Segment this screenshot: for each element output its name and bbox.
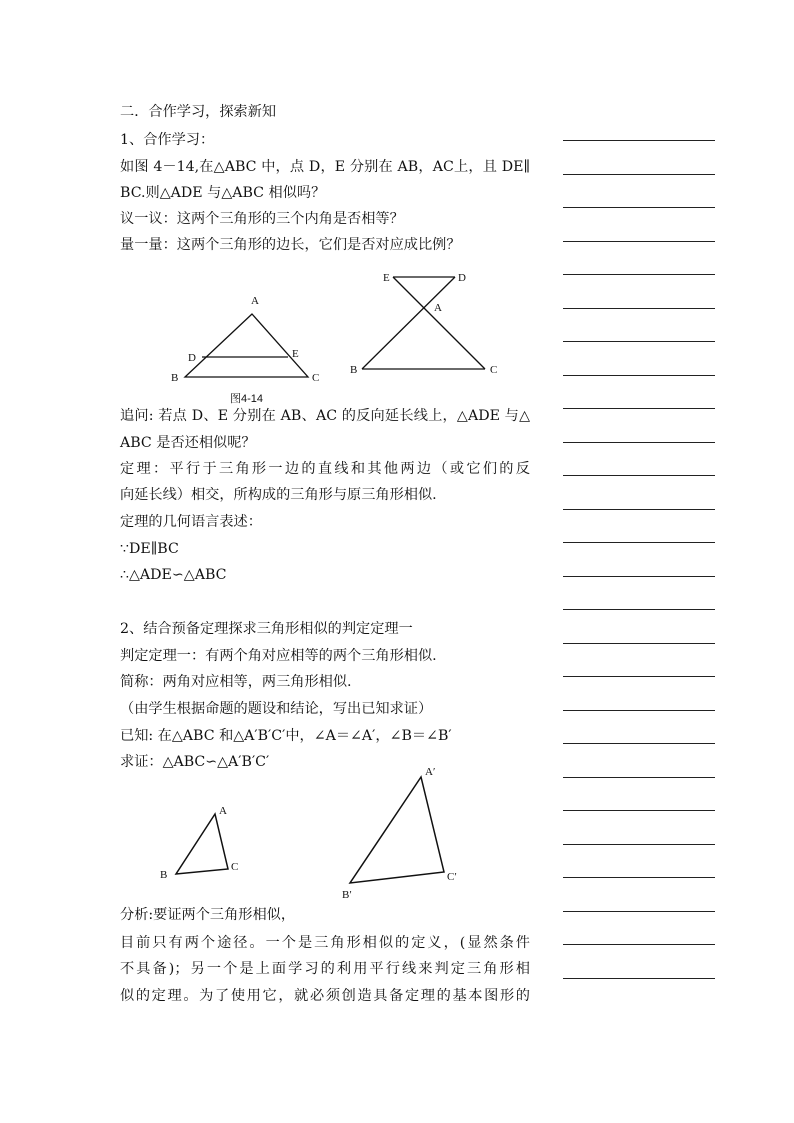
label-b-prime: B′	[342, 889, 352, 901]
answer-line	[563, 174, 715, 175]
triangle-abc-small	[176, 814, 228, 874]
paragraph-line: 定理的几何语言表述：	[120, 514, 262, 530]
answer-line	[563, 944, 715, 945]
answer-line	[563, 777, 715, 778]
section-heading: 二．合作学习，探索新知	[120, 104, 277, 120]
paragraph-line: 议一议：这两个三角形的三个内角是否相等？	[120, 211, 404, 227]
answer-line	[563, 207, 715, 208]
answer-line	[563, 542, 715, 543]
label-a-prime: A′	[425, 766, 436, 778]
label-a: A	[434, 302, 442, 314]
label-c: C	[231, 861, 239, 873]
analysis-line: 不具备)；另一个是上面学习的利用平行线来判定三角形相	[120, 961, 530, 977]
proof-line: ∴△ADE∽△ABC	[120, 567, 227, 583]
label-c-prime: C′	[447, 871, 457, 883]
answer-line	[563, 810, 715, 811]
paragraph-line: 追问: 若点 D、E 分别在 AB、AC 的反向延长线上，△ADE 与△	[120, 408, 530, 424]
answer-line	[563, 844, 715, 845]
label-d: D	[188, 352, 196, 364]
answer-line	[563, 710, 715, 711]
prove-line: 求证：△ABC∽△A′B′C′	[120, 754, 270, 770]
paragraph-line: ABC 是否还相似呢？	[120, 435, 256, 451]
label-b: B	[160, 869, 168, 881]
paragraph-line: BC.则△ADE 与△ABC 相似吗？	[120, 185, 326, 201]
answer-line	[563, 576, 715, 577]
label-c: C	[312, 372, 320, 384]
label-c: C	[490, 364, 498, 376]
answer-line	[563, 743, 715, 744]
given-line: 已知: 在△ABC 和△A′B′C′中，∠A＝∠A′，∠B＝∠B′	[120, 728, 452, 744]
paragraph-line: 如图 4－14,在△ABC 中，点 D，E 分别在 AB，AC上，且 DE∥	[120, 159, 530, 175]
triangle-ade-bowtie	[362, 277, 485, 369]
theorem-line: 向延长线）相交，所构成的三角形与原三角形相似.	[120, 487, 437, 503]
paragraph-line: 量一量：这两个三角形的边长，它们是否对应成比例？	[120, 237, 461, 253]
answer-line	[563, 442, 715, 443]
figure-caption: 图4-14	[230, 393, 264, 405]
triangle-abc-left	[185, 314, 308, 377]
answer-line	[563, 375, 715, 376]
answer-line	[563, 274, 715, 275]
answer-line	[563, 341, 715, 342]
label-e: E	[383, 272, 390, 284]
answer-line	[563, 509, 715, 510]
answer-line	[563, 140, 715, 141]
label-d: D	[458, 272, 466, 284]
subsection-heading: 1、合作学习：	[120, 132, 215, 148]
theorem-line: 定理：平行于三角形一边的直线和其他两边（或它们的反	[120, 461, 530, 477]
analysis-line: 似的定理。为了使用它，就必须创造具备定理的基本图形的	[120, 988, 530, 1004]
answer-line	[563, 408, 715, 409]
triangle-abc-large	[350, 777, 444, 883]
label-e: E	[292, 348, 299, 360]
label-a: A	[219, 805, 227, 817]
analysis-line: 分析:要证两个三角形相似，	[120, 907, 296, 923]
answer-line	[563, 241, 715, 242]
answer-line	[563, 475, 715, 476]
label-b: B	[171, 372, 179, 384]
answer-line	[563, 877, 715, 878]
answer-line	[563, 911, 715, 912]
answer-line	[563, 643, 715, 644]
label-b: B	[350, 364, 358, 376]
proof-line: ∵DE∥BC	[120, 541, 179, 557]
answer-line	[563, 609, 715, 610]
answer-line	[563, 676, 715, 677]
paragraph-line: 判定定理一：有两个角对应相等的两个三角形相似.	[120, 648, 437, 664]
answer-line	[563, 308, 715, 309]
label-a: A	[251, 295, 259, 307]
answer-line	[563, 978, 715, 979]
subsection-heading: 2、结合预备定理探求三角形相似的判定定理一	[120, 621, 413, 637]
analysis-line: 目前只有两个途径。一个是三角形相似的定义，(显然条件	[120, 935, 530, 951]
paragraph-line: 简称：两角对应相等，两三角形相似.	[120, 674, 352, 690]
paragraph-line: （由学生根据命题的题设和结论，写出已知求证）	[120, 701, 433, 717]
triangle-outline	[185, 314, 308, 377]
